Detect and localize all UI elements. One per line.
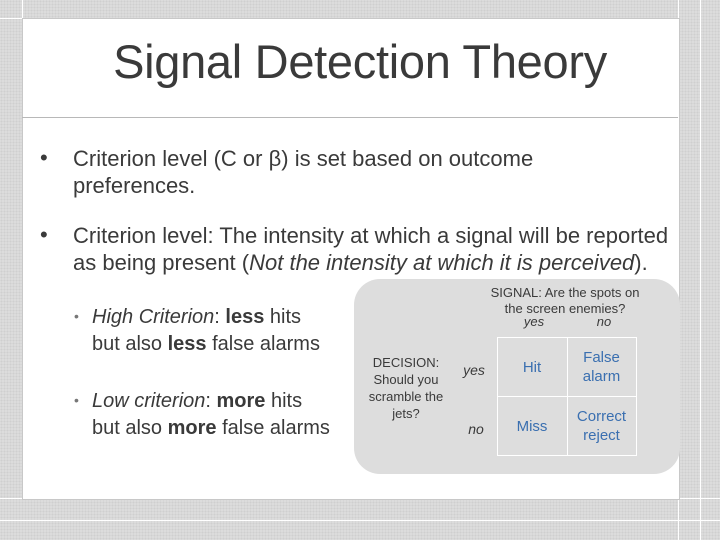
bullet-italic: Not the intensity at which it is perceived [249,250,635,275]
decision-label: DECISION: Should you scramble the jets? [368,355,444,421]
grid-line [497,396,637,397]
signal-header: SIGNAL: Are the spots on the screen enemies? [490,285,640,316]
bullet-criterion-outcome: Criterion level (C or β) is set based on outcome preferences. [73,146,534,198]
sub-italic: High Criterion [92,306,215,328]
frame-line [0,520,720,521]
col-header-no: no [596,314,612,329]
sub-bold: more [216,390,266,412]
sub-text: : [205,390,211,412]
sub-bold: less [225,306,265,328]
bullet-marker: • [40,222,48,247]
sub-text: false alarms [222,417,330,439]
cell-hit: Hit [522,359,542,376]
bullet-text: Criterion level: The intensity at which a signal will be reported as being present ( [73,223,669,275]
col-header-yes: yes [523,314,545,329]
sub-text: hits but also [92,306,302,355]
row-header-no: no [468,421,484,437]
grid-line [497,337,637,338]
cell-correct-reject: Correct reject [576,408,627,444]
sub-text: hits but also [92,390,303,439]
slide-title: Signal Detection Theory [113,35,607,88]
sub-bullet-high-criterion [92,304,332,358]
sub-text: : [214,306,220,328]
title-divider [22,117,678,118]
bullet-marker: • [40,145,48,170]
cell-false-alarm: False alarm [582,349,621,385]
frame-corner [0,0,23,19]
sub-text: false alarms [212,333,320,355]
bullet-text-end: ). [634,250,648,275]
sub-bullet-marker: • [74,392,79,408]
row-header-yes: yes [463,362,485,378]
cell-miss: Miss [516,418,548,435]
bullet-criterion-definition [73,222,688,276]
sub-bullet-low-criterion [92,388,332,442]
sub-bold: less [167,333,207,355]
sub-bullet-marker: • [74,308,79,324]
grid-line [497,455,637,456]
sub-italic: Low criterion [92,390,206,412]
sub-bold: more [167,417,217,439]
